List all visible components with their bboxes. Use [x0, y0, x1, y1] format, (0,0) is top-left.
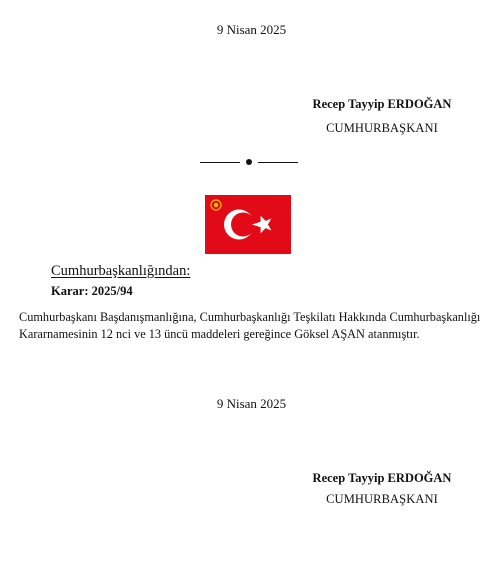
bottom-date: 9 Nisan 2025 [216, 396, 287, 411]
divider-line-right [258, 162, 298, 163]
turkish-flag-icon [205, 195, 291, 254]
crescent-inner [231, 213, 255, 237]
divider-line-left [200, 162, 240, 163]
decree-number: Karar: 2025/94 [51, 284, 133, 298]
bottom-signatory-title: CUMHURBAŞKANI [326, 492, 438, 506]
top-signatory-name: Recep Tayyip ERDOĞAN [312, 97, 452, 111]
decree-body-line-2: Kararnamesinin 12 nci ve 13 üncü maddeleri gereğince Göksel AŞAN atanmıştır. [19, 327, 420, 341]
bottom-signatory-name: Recep Tayyip ERDOĞAN [312, 471, 452, 485]
decree-body-line-1: Cumhurbaşkanı Başdanışmanlığına, Cumhurbaşkanlığı Teşkilatı Hakkında Cumhurbaşkanlığı [19, 310, 481, 324]
top-date: 9 Nisan 2025 [216, 22, 287, 37]
divider-dot [246, 159, 252, 165]
top-signatory-title: CUMHURBAŞKANI [326, 121, 438, 135]
department-heading: Cumhurbaşkanlığından: [51, 263, 191, 279]
section-divider [200, 155, 300, 167]
decree-body [19, 309, 489, 343]
